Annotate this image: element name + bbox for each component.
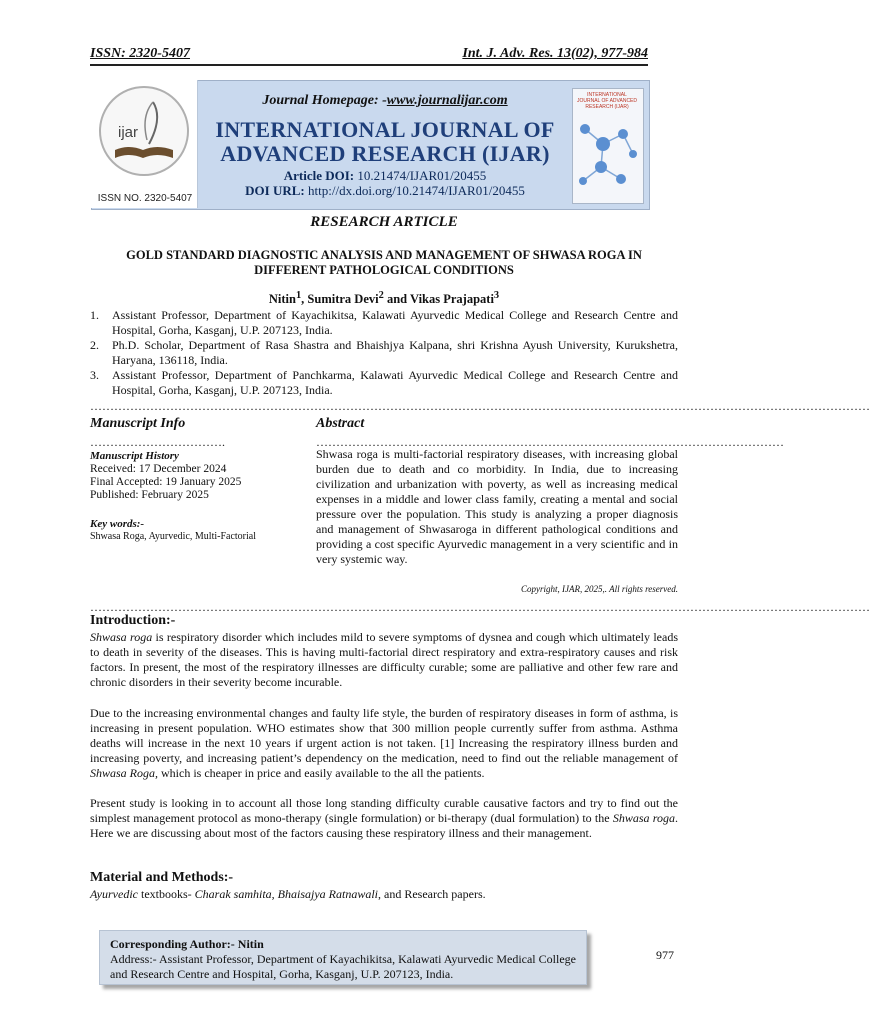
keywords-block: Key words:- Shwasa Roga, Ayurvedic, Multi-Factorial (90, 518, 256, 542)
article-type: RESEARCH ARTICLE (310, 214, 458, 230)
citation-text: Int. J. Adv. Res. 13(02), 977-984 (462, 46, 648, 61)
intro-paragraph-1: Shwasa roga is respiratory disorder which includes mild to severe symptoms of dysnea and cough which ultimately leads to death in severity of the diseases. This is having multi-factorial direct respiratory and extra-respiratory causes and risk factors. In present, the most of the respiratory illnesses are difficulty curable; some are palliative and other few rare and chronic disorders in their severity become incurable. (90, 630, 678, 689)
page-number: 977 (656, 948, 674, 962)
manuscript-info-heading: Manuscript Info (90, 416, 186, 431)
copyright-notice: Copyright, IJAR, 2025,. All rights reserved. (521, 584, 678, 594)
affiliation-item: 2. Ph.D. Scholar, Department of Rasa Shastra and Bhaishjya Kalpana, shri Krishna Ayush University, Kurukshetra, Haryana, 136118, India. (90, 338, 678, 367)
doi-url-link[interactable]: http://dx.doi.org/10.21474/IJAR01/20455 (308, 183, 525, 198)
corresponding-address: Address:- Assistant Professor, Department of Kayachikitsa, Kalawati Ayurvedic Medical College and Research Centre and Hospital, Gorha, Kasganj, U.P. 207123, India. (110, 952, 576, 981)
affiliation-item: 3. Assistant Professor, Department of Panchkarma, Kalawati Ayurvedic Medical College and Research Centre and Hospital, Gorha, Kasganj, U.P. 207123, India. (90, 368, 678, 397)
methods-text: Ayurvedic textbooks- Charak samhita, Bhaisajya Ratnawali, and Research papers. (90, 887, 486, 901)
author-list: Nitin$^1$, Sumitra Devi$^2$ and Vikas Prajapati$^3$ (268, 290, 500, 307)
manuscript-history: Manuscript History Received: 17 December 2024 Final Accepted: 19 January 2025 Published: February 2025 (90, 450, 242, 501)
running-header (90, 46, 648, 62)
paper-title: GOLD STANDARD DIAGNOSTIC ANALYSIS AND MANAGEMENT OF SHWASA ROGA IN DIFFERENT PATHOLOGICAL CONDITIONS (126, 248, 642, 277)
dotted-divider: …………………………………………………………………………………………………………………………………………………………………………… (90, 600, 870, 614)
dotted-divider: …………………………………………………………………………………………………………………………………………………………………………… (90, 399, 870, 413)
abstract-heading: Abstract (316, 416, 365, 431)
methods-heading: Material and Methods:- (90, 870, 234, 885)
homepage-link[interactable]: www.journalijar.com (386, 93, 508, 108)
doi-block: Article DOI: 10.21474/IJAR01/20455 DOI URL: http://dx.doi.org/10.21474/IJAR01/20455 (245, 168, 525, 198)
dotted-divider: ……………………………. (90, 435, 225, 449)
cover-title: INTERNATIONAL JOURNAL OF ADVANCED RESEARCH (IJAR) (576, 92, 637, 110)
dotted-divider: ……………………………………………………………………………………………………… (316, 435, 784, 449)
logo-text: ijar (118, 124, 139, 141)
abstract-text: Shwasa roga is multi-factorial respiratory diseases, with increasing global burden due to death and co morbidity. In India, due to increasing civilization and urbanization with poverty, as well as increasing medical expenses in a middle and lower class family, creating a mental and social pressure over the population. This study is analyzing a proper diagnosis and management of Shwasaroga in different pathological conditions and providing a cost specific Ayurvedic management in a very scientific and in very systemic way. (316, 447, 678, 566)
logo-issn: ISSN NO. 2320-5407 (97, 193, 193, 204)
journal-homepage: Journal Homepage: -www.journalijar.com (262, 93, 508, 108)
corresponding-author-box (99, 930, 587, 985)
corresponding-author-label: Corresponding Author:- Nitin (110, 937, 264, 951)
article-doi: 10.21474/IJAR01/20455 (357, 168, 487, 183)
affiliation-list (90, 308, 678, 398)
affiliation-item: 1. Assistant Professor, Department of Kayachikitsa, Kalawati Ayurvedic Medical College and Research Centre and Hospital, Gorha, Kasganj, U.P. 207123, India. (90, 308, 678, 337)
journal-title: INTERNATIONAL JOURNAL OF ADVANCED RESEARCH (IJAR) (215, 117, 555, 166)
intro-paragraph-2: Due to the increasing environmental changes and faulty life style, the burden of respiratory diseases in form of asthma, is increasing in present population. WHO estimates show that 300 million people currently suffer from asthma. Asthma deaths will increase in the next 10 years if urgent action is not taken. [1] Increasing the respiratory illness burden and increasing poverty, and increasing patient’s dependency on the medication, need to find out the reliable management of Shwasa Roga, which is cheaper in price and easily available to the all the patients. (90, 706, 678, 780)
introduction-heading: Introduction:- (90, 613, 176, 628)
quill-book-icon (101, 88, 187, 174)
issn-text: ISSN: 2320-5407 (90, 46, 190, 61)
header-rule (90, 64, 648, 66)
journal-logo (99, 86, 189, 176)
intro-paragraph-3: Present study is looking in to account all those long standing difficulty curable causative factors and try to find out the simplest management protocol as mono-therapy (single formulation) or bi-therapy (dual formulation) to the Shwasa roga. Here we are discussing about most of the factors causing these respiratory illness and their management. (90, 796, 678, 840)
